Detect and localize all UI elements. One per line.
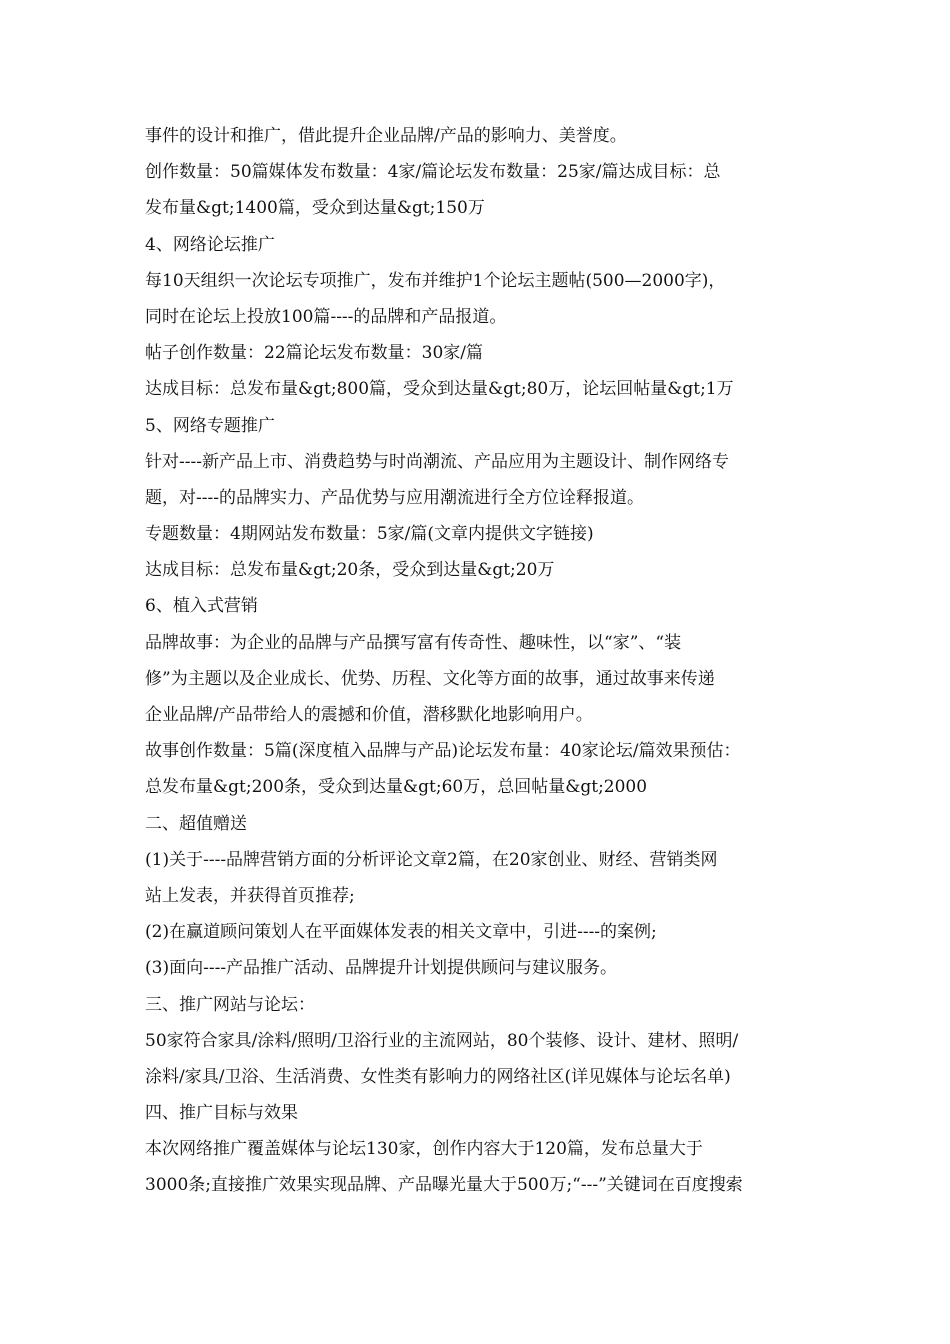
section-heading: 5、网络专题推广: [145, 415, 275, 436]
document-body: [145, 118, 825, 1204]
text-line: 企业品牌/产品带给人的震撼和价值，潜移默化地影响用户。: [145, 705, 593, 725]
text-line: 创作数量：50篇媒体发布数量：4家/篇论坛发布数量：25家/篇达成目标：总: [145, 162, 721, 183]
section-heading: 四、推广目标与效果: [145, 1103, 298, 1124]
text-line: 故事创作数量：5篇(深度植入品牌与产品)论坛发布量：40家论坛/篇效果预估：: [145, 741, 741, 762]
text-line: 题，对----的品牌实力、产品优势与应用潮流进行全方位诠释报道。: [145, 487, 644, 508]
text-line: 同时在论坛上投放100篇----的品牌和产品报道。: [145, 306, 507, 327]
text-line: 事件的设计和推广，借此提升企业品牌/产品的影响力、美誉度。: [145, 126, 627, 146]
text-line: (3)面向----产品推广活动、品牌提升计划提供顾问与建议服务。: [145, 958, 618, 979]
section-heading: 4、网络论坛推广: [145, 234, 275, 255]
text-line: 总发布量&gt;200条，受众到达量&gt;60万，总回帖量&gt;2000: [145, 777, 648, 798]
section-heading: 三、推广网站与论坛：: [145, 994, 315, 1015]
text-line: 品牌故事：为企业的品牌与产品撰写富有传奇性、趣味性，以“家”、“装: [145, 632, 682, 653]
text-line: (1)关于----品牌营销方面的分析评论文章2篇，在20家创业、财经、营销类网: [145, 849, 718, 870]
text-line: 本次网络推广覆盖媒体与论坛130家，创作内容大于120篇，发布总量大于: [145, 1139, 703, 1160]
text-line: (2)在赢道顾问策划人在平面媒体发表的相关文章中，引进----的案例;: [145, 922, 657, 943]
section-heading: 6、植入式营销: [145, 596, 258, 617]
text-line: 专题数量：4期网站发布数量：5家/篇(文章内提供文字链接): [145, 524, 594, 545]
text-line: 3000条;直接推广效果实现品牌、产品曝光量大于500万;“---”关键词在百度搜索: [145, 1175, 743, 1196]
text-line: 涂料/家具/卫浴、生活消费、女性类有影响力的网络社区(详见媒体与论坛名单): [145, 1066, 731, 1087]
section-heading: 二、超值赠送: [145, 813, 247, 834]
text-line: 每10天组织一次论坛专项推广，发布并维护1个论坛主题帖(500—2000字)，: [145, 270, 726, 291]
text-line: 针对----新产品上市、消费趋势与时尚潮流、产品应用为主题设计、制作网络专: [145, 451, 729, 472]
text-line: 站上发表，并获得首页推荐;: [145, 885, 355, 906]
text-line: 达成目标：总发布量&gt;20条，受众到达量&gt;20万: [145, 560, 555, 581]
text-line: 修”为主题以及企业成长、优势、历程、文化等方面的故事，通过故事来传递: [145, 668, 715, 689]
text-line: 帖子创作数量：22篇论坛发布数量：30家/篇: [145, 343, 483, 364]
text-line: 发布量&gt;1400篇，受众到达量&gt;150万: [145, 198, 485, 219]
text-line: 达成目标：总发布量&gt;800篇，受众到达量&gt;80万，论坛回帖量&gt;1万: [145, 379, 734, 400]
text-line: 50家符合家具/涂料/照明/卫浴行业的主流网站，80个装修、设计、建材、照明/: [145, 1030, 739, 1051]
